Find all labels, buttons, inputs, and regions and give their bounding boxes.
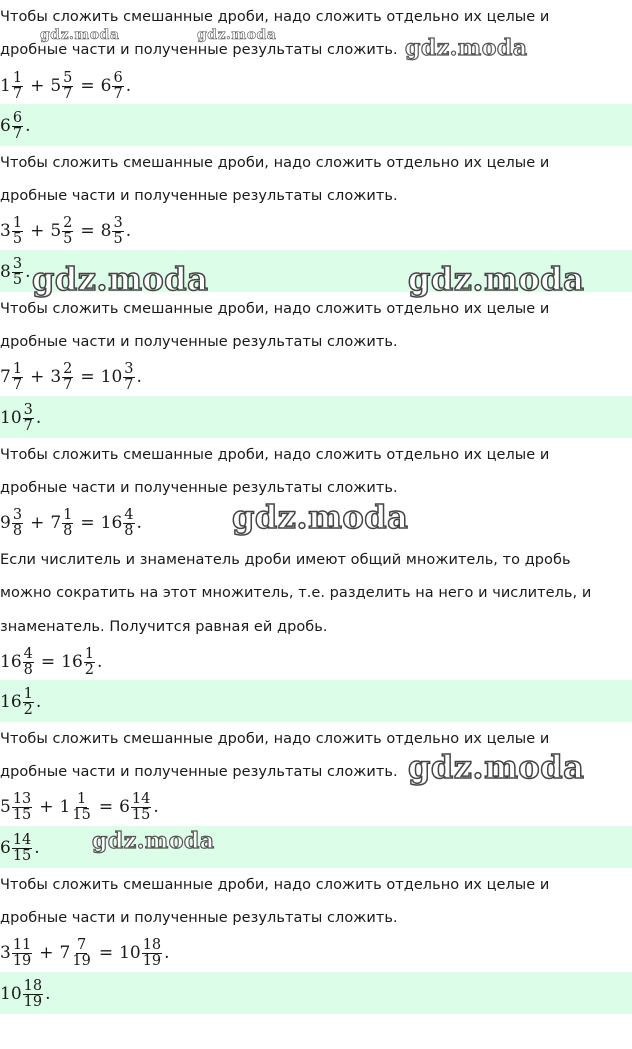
reduction-equation: 16 $\frac{4}{8}$ = 16 $\frac{1}{2}$ . <box>0 645 103 678</box>
equation-5: 5 $\frac{13}{15}$ + 1 $\frac{1}{15}$ = 6 $\frac{14}{15}$ . <box>0 790 159 823</box>
rule-line-2: дробные части и полученные результаты сложить. <box>0 764 398 780</box>
rule-line-2: дробные части и полученные результаты сложить. <box>0 334 398 350</box>
answer-2: 8 $\frac{3}{5}$ . <box>0 255 31 288</box>
answer-band-3 <box>0 396 632 438</box>
equation-4: 9 $\frac{3}{8}$ + 7 $\frac{1}{8}$ = 16 $\frac{4}{8}$ . <box>0 506 142 539</box>
rule-line-2: дробные части и полученные результаты сложить. <box>0 480 398 496</box>
answer-band-6 <box>0 972 632 1014</box>
watermark: gdz.moda <box>405 35 528 61</box>
rule-line-1: Чтобы сложить смешанные дроби, надо сложить отдельно их целые и <box>0 301 550 317</box>
reduce-rule-line-2: можно сократить на этот множитель, т.е. разделить на него и числитель, и <box>0 585 592 601</box>
rule-line-2: дробные части и полученные результаты сложить. <box>0 42 398 58</box>
equation-2: 3 $\frac{1}{5}$ + 5 $\frac{2}{5}$ = 8 $\frac{3}{5}$ . <box>0 214 132 247</box>
answer-band-1 <box>0 104 632 146</box>
rule-line-1: Чтобы сложить смешанные дроби, надо сложить отдельно их целые и <box>0 731 550 747</box>
watermark: gdz.moda <box>232 498 409 536</box>
reduce-rule-line-3: знаменатель. Получится равная ей дробь. <box>0 619 328 635</box>
answer-3: 10 $\frac{3}{7}$ . <box>0 401 42 434</box>
answer-1: 6 $\frac{6}{7}$ . <box>0 109 31 142</box>
rule-line-2: дробные части и полученные результаты сложить. <box>0 188 398 204</box>
answer-band-4 <box>0 680 632 722</box>
watermark: gdz.moda <box>408 748 585 786</box>
watermark: gdz.moda <box>32 260 209 298</box>
equation-3: 7 $\frac{1}{7}$ + 3 $\frac{2}{7}$ = 10 $\frac{3}{7}$ . <box>0 360 142 393</box>
watermark: gdz.moda <box>40 27 120 43</box>
watermark: gdz.moda <box>197 27 277 43</box>
reduce-rule-line-1: Если числитель и знаменатель дроби имеют общий множитель, то дробь <box>0 552 571 568</box>
rule-line-1: Чтобы сложить смешанные дроби, надо сложить отдельно их целые и <box>0 447 550 463</box>
rule-line-1: Чтобы сложить смешанные дроби, надо сложить отдельно их целые и <box>0 155 550 171</box>
rule-line-1: Чтобы сложить смешанные дроби, надо сложить отдельно их целые и <box>0 877 550 893</box>
rule-line-2: дробные части и полученные результаты сложить. <box>0 910 398 926</box>
answer-4: 16 $\frac{1}{2}$ . <box>0 685 42 718</box>
equation-6: 3 $\frac{11}{19}$ + 7 $\frac{7}{19}$ = 10 $\frac{18}{19}$ . <box>0 936 170 969</box>
answer-5: 6 $\frac{14}{15}$ . <box>0 831 40 864</box>
answer-6: 10 $\frac{18}{19}$ . <box>0 977 51 1010</box>
rule-line-1: Чтобы сложить смешанные дроби, надо сложить отдельно их целые и <box>0 9 550 25</box>
watermark: gdz.moda <box>408 260 585 298</box>
equation-1: 1 $\frac{1}{7}$ + 5 $\frac{5}{7}$ = 6 $\frac{6}{7}$ . <box>0 69 132 102</box>
watermark: gdz.moda <box>92 828 215 854</box>
